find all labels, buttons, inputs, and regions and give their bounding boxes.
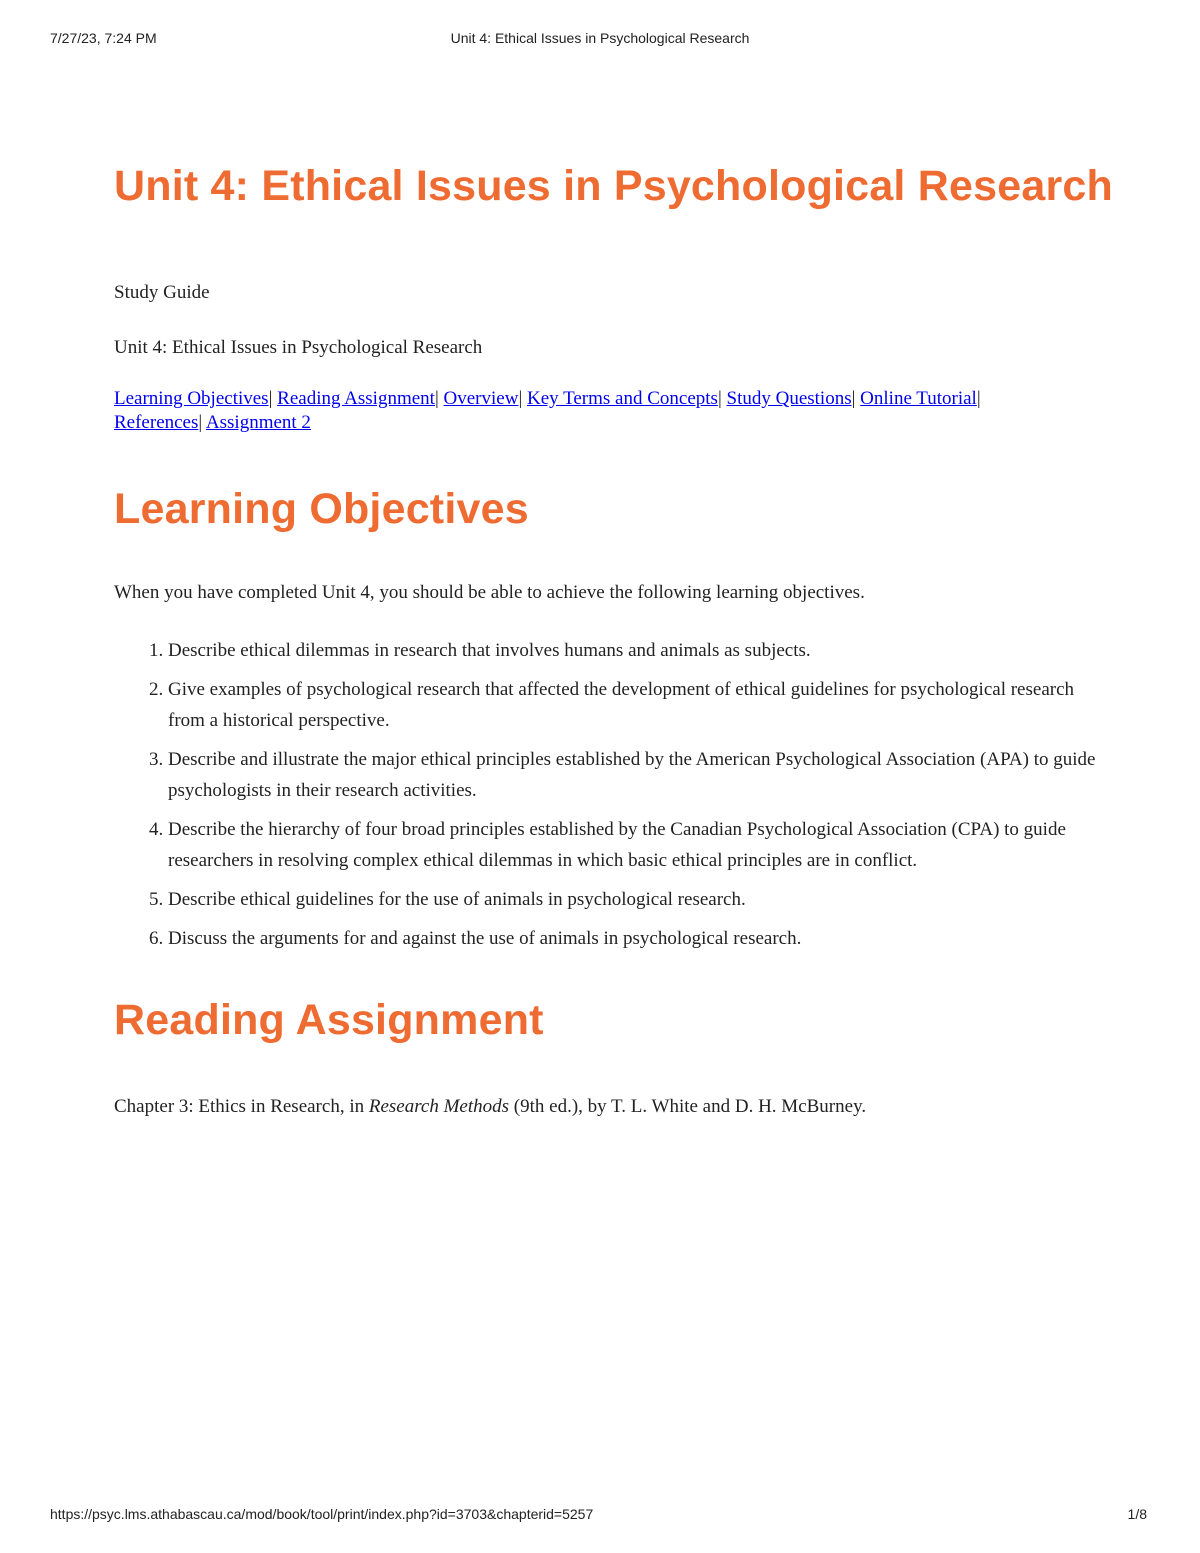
reading-assignment-text [114, 1095, 1114, 1119]
study-guide-label: Study Guide [114, 282, 210, 303]
nav-link-reading-assignment[interactable]: Reading Assignment [277, 388, 435, 409]
print-datetime: 7/27/23, 7:24 PM [50, 30, 157, 46]
nav-separator: | [518, 388, 523, 409]
learning-objectives-list [114, 635, 1114, 954]
learning-objectives-heading: Learning Objectives [114, 485, 529, 533]
nav-separator: | [851, 388, 856, 409]
list-item: 4. Describe the hierarchy of four broad principles established by the Canadian Psychological Association (CPA) to guide researchers in resolving complex ethical dilemmas in which basic ethical principles are in conflict. [168, 814, 1114, 876]
book-title: Research Methods [368, 1096, 510, 1117]
section-nav [114, 387, 1114, 435]
nav-link-overview[interactable]: Overview [443, 388, 519, 409]
learning-objectives-intro: When you have completed Unit 4, you should be able to achieve the following learning objectives. [114, 582, 865, 603]
list-item: 2. Give examples of psychological research that affected the development of ethical guidelines for psychological research from a historical perspective. [168, 674, 1114, 736]
nav-separator: | [198, 412, 203, 433]
print-footer [50, 1506, 1147, 1524]
unit-line: Unit 4: Ethical Issues in Psychological Research [114, 337, 483, 358]
print-header [50, 30, 1150, 48]
nav-separator: | [268, 388, 273, 409]
nav-separator: | [976, 388, 981, 409]
page-url: https://psyc.lms.athabascau.ca/mod/book/tool/print/index.php?id=3703&chapterid=5257 [50, 1506, 594, 1522]
nav-separator: | [717, 388, 722, 409]
page-title: Unit 4: Ethical Issues in Psychological Research [114, 162, 1113, 210]
reading-text-before: Chapter 3: Ethics in Research, in [114, 1096, 369, 1117]
nav-link-study-questions[interactable]: Study Questions [726, 388, 852, 409]
main-content [114, 160, 1114, 1119]
page-number: 1/8 [1127, 1506, 1147, 1522]
list-item: 5. Describe ethical guidelines for the use of animals in psychological research. [168, 884, 1114, 915]
nav-link-assignment-2[interactable]: Assignment 2 [205, 412, 311, 433]
nav-link-online-tutorial[interactable]: Online Tutorial [860, 388, 977, 409]
reading-assignment-heading: Reading Assignment [114, 996, 544, 1044]
reading-text-after: (9th ed.), by T. L. White and D. H. McBurney. [509, 1096, 867, 1117]
nav-separator: | [434, 388, 439, 409]
nav-link-learning-objectives[interactable]: Learning Objectives [114, 388, 269, 409]
list-item: 3. Describe and illustrate the major ethical principles established by the American Psychological Association (APA) to guide psychologists in their research activities. [168, 744, 1114, 806]
list-item: 1. Describe ethical dilemmas in research that involves humans and animals as subjects. [168, 635, 1114, 666]
nav-link-references[interactable]: References [114, 412, 199, 433]
print-document-title: Unit 4: Ethical Issues in Psychological Research [450, 30, 750, 46]
nav-link-key-terms[interactable]: Key Terms and Concepts [527, 388, 718, 409]
list-item: 6. Discuss the arguments for and against the use of animals in psychological research. [168, 923, 1114, 954]
